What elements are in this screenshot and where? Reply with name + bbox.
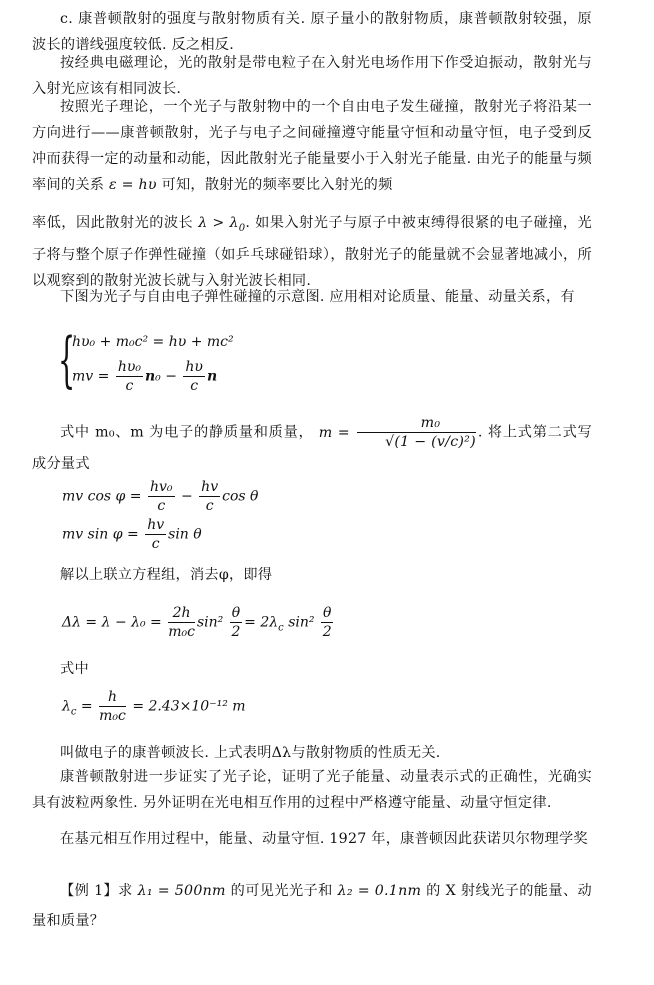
lambda0-subscript: 0 — [238, 222, 246, 234]
frac — [99, 688, 126, 725]
frac-den: 2 — [322, 624, 332, 640]
frac — [148, 478, 175, 515]
eq-sin-component: mv sin φ = $\frac{hv}{c}$ sin θ — [62, 517, 202, 552]
paragraph-8 — [32, 656, 592, 682]
para2-text: 按经典电磁理论，光的散射是带电粒子在入射光电场作用下作受迫振动，散射光与入射光应该有相同波长. — [32, 55, 592, 97]
frac-den: c — [151, 536, 160, 552]
system-eq-1-text: hυ₀ + m₀c² = hυ + mc² — [72, 334, 234, 350]
paragraph-10 — [32, 764, 592, 816]
frac — [230, 604, 242, 641]
frac — [168, 604, 195, 641]
frac-den: c — [205, 498, 214, 514]
frac-num: hυ — [185, 359, 203, 375]
para9-text: 叫做电子的康普顿波长. 上式表明Δλ与散射物质的性质无关. — [60, 745, 441, 761]
frac-num: hv₀ — [149, 479, 173, 495]
para4-text-b: . 如果入射光子与原子中被束缚得很紧的电子碰撞，光子将与整个原子作弹性碰撞（如乒乓球碰铅球），散射光子的能量就不会显著地减小，所以观察到的散射光波长就与入射光波长相同. — [32, 215, 592, 289]
lambda2-value: λ₂ = 0.1nm — [337, 883, 422, 899]
frac-num: θ — [322, 605, 332, 621]
frac-num: hv — [201, 479, 219, 495]
example-text-c: 的 X 射线光子的能量、动量和质量？ — [32, 883, 592, 929]
para1-text: c. 康普顿散射的强度与散射物质有关. 原子量小的散射物质，康普顿散射较强，原波长的谱线强度较低. 反之相反. — [32, 11, 592, 53]
paragraph-5 — [32, 284, 592, 310]
eq-cos-component: mv cos φ = $\frac{\text{hv₀}}{c}$ − $\frac{hv}{c}$ cos θ — [62, 479, 259, 514]
paragraph-11 — [32, 826, 592, 852]
fraction-hv-c — [183, 358, 205, 395]
para3-text-a: 按照光子理论，一个光子与散射物中的一个自由电子发生碰撞，散射光子将沿某一方向进行——康普顿散射，光子与电子之间碰撞遵守能量守恒和动量守恒，电子受到反冲而获得一定的动量和动能，因此散射光子能量要小于入射光子能量. 由光子的能量与频率间的关系 — [32, 99, 592, 193]
frac-num: θ — [231, 605, 241, 621]
system-eq-2-lhs: mv = — [72, 368, 110, 385]
frac — [145, 516, 166, 553]
frac — [199, 478, 220, 515]
frac-den: m₀c — [99, 708, 126, 724]
frac-num: hv — [147, 517, 165, 533]
eq-cos-lhs: mv cos φ = — [62, 488, 142, 505]
compton-wavelength-eq: $\lambda_c$ = $\frac{h}{\text{m₀c}}$ = 2.43×10⁻¹² m — [62, 689, 246, 724]
para7-text: 解以上联立方程组，消去φ，即得 — [60, 567, 273, 583]
frac-num: hυ₀ — [117, 359, 141, 375]
paragraph-3 — [32, 94, 592, 198]
compton-shift-eq: Δλ = λ − λ₀ = $\frac{2h}{\text{m₀c}}$ sin² $\frac{\theta}{2}$ = $2\lambda_c$ sin² $\frac{\theta}{2}$ — [62, 605, 332, 640]
para6-text-b: . 将上式第二式写成分量式 — [32, 424, 592, 472]
wavelength-inequality: λ > λ — [198, 215, 239, 231]
fraction-mass — [357, 414, 476, 451]
example-label: 【例 1】 — [60, 883, 119, 899]
para3-text-b: 可知，散射光的频率要比入射光的频 — [161, 177, 393, 193]
para5-text: 下图为光子与自由电子弹性碰撞的示意图. 应用相对论质量、能量、动量关系，有 — [60, 289, 575, 305]
paragraph-9 — [32, 740, 592, 766]
para11-text: 在基元相互作用过程中，能量、动量守恒. 1927 年，康普顿因此获诺贝尔物理学奖 — [60, 831, 588, 847]
mass-formula: m = $\frac{\text{m₀}}{\text{√(1 − (v/c)²)}}$ — [318, 415, 476, 450]
eq-sin-lhs: mv sin φ = — [62, 526, 139, 543]
example-1 — [32, 876, 592, 936]
frac-den: m₀c — [168, 624, 195, 640]
frac — [321, 604, 333, 641]
compton-shift-lhs: Δλ = λ − λ₀ = — [62, 614, 162, 631]
paragraph-4 — [32, 210, 592, 294]
frac-den: c — [125, 378, 134, 394]
example-text-b: 的可见光光子和 — [230, 883, 333, 899]
system-brace: { — [58, 325, 76, 395]
para6-text-a: 式中 m₀、m 为电子的静质量和质量， — [60, 424, 314, 441]
frac-den: c — [190, 378, 199, 394]
frac-num: m₀ — [357, 414, 476, 433]
para4-text-a: 率低，因此散射光的波长 — [32, 215, 194, 231]
para10-text: 康普顿散射进一步证实了光子论，证明了光子能量、动量表示式的正确性，光确实具有波粒两象性. 另外证明在光电相互作用的过程中严格遵守能量、动量守恒定律. — [32, 769, 592, 811]
system-eq-1 — [72, 334, 234, 350]
example-text-a: 求 — [118, 883, 133, 899]
frac-den: 2 — [231, 624, 241, 640]
frac-den: √(1 − (v/c)²) — [385, 434, 476, 450]
lambda1-value: λ₁ = 500nm — [137, 883, 226, 899]
frac-num: h — [99, 688, 126, 707]
energy-relation-eq: ε = hυ — [108, 177, 157, 193]
frac-den: c — [157, 498, 166, 514]
system-eq-2: mv = $\frac{\text{hυ₀}}{c}$ n₀ − $\frac{h\upsilon}{c}$ n — [72, 359, 218, 394]
frac-num: 2h — [168, 604, 195, 623]
para8-text: 式中 — [60, 661, 89, 677]
paragraph-6 — [32, 414, 592, 477]
compton-wavelength-value: = 2.43×10⁻¹² m — [132, 698, 246, 715]
paragraph-7 — [32, 562, 592, 588]
fraction-hv0-c — [116, 358, 143, 395]
